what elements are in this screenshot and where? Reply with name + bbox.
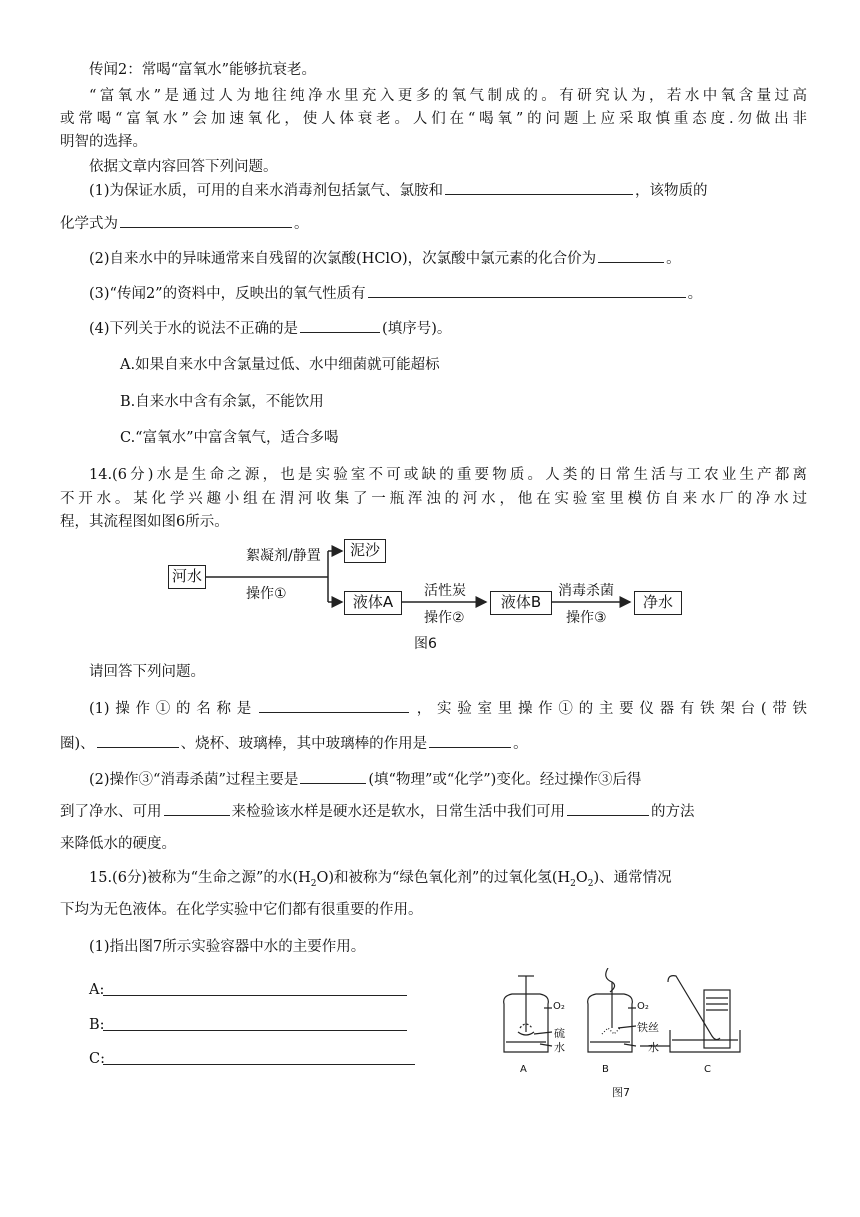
- question-text: 。: [513, 736, 528, 752]
- option-a: A.如果自来水中含氯量过低、水中细菌就可能超标: [120, 357, 440, 373]
- answer-row-a: [89, 980, 419, 1000]
- flow-label-disinfection: 消毒杀菌: [558, 583, 614, 599]
- question-text: 来检验该水样是硬水还是软水，日常生活中我们可用: [231, 804, 565, 820]
- question-text: (3)“传闻2”的资料中，反映出的氧气性质有: [89, 286, 366, 302]
- answer-line[interactable]: [103, 995, 407, 996]
- instruction: 依据文章内容回答下列问题。: [89, 159, 278, 175]
- question-text: 。: [687, 286, 703, 302]
- question-text: 的方法: [651, 804, 695, 820]
- question-text: (4)下列关于水的说法不正确的是: [89, 321, 299, 337]
- answer-blank[interactable]: [598, 248, 664, 263]
- jar-a-icon: [504, 976, 552, 1052]
- question-text: 。: [666, 251, 681, 267]
- question-1-line-1: [89, 180, 708, 201]
- flow-label-operation-1: 操作①: [246, 586, 287, 602]
- answer-blank[interactable]: [445, 180, 633, 195]
- answer-line[interactable]: [103, 1030, 407, 1031]
- paragraph-line: 或常喝“富氧水”会加速氧化，使人体衰老。人们在“喝氧”的问题上应采取慎重态度.勿做出非: [60, 111, 807, 127]
- question-14-2-line-1: [89, 769, 641, 790]
- stem-text: O)和被称为“绿色氧化剂”的过氧化氢(H: [316, 870, 571, 886]
- question-15-stem: 下均为无色液体。在化学实验中它们都有很重要的作用。: [60, 902, 423, 918]
- stem-text: )、通常情况: [593, 870, 672, 886]
- figure-6-flowchart: [162, 537, 702, 657]
- flow-label-operation-3: 操作③: [566, 610, 607, 626]
- question-text: ，实验室里操作①的主要仪器有铁架台(带铁: [410, 701, 807, 717]
- answer-blank[interactable]: [300, 318, 380, 333]
- question-text: ，该物质的: [635, 183, 708, 199]
- flow-label-flocculant: 絮凝剂/静置: [246, 548, 321, 564]
- question-3: [89, 283, 702, 304]
- flow-box-sediment: 泥沙: [344, 539, 386, 563]
- paragraph-line: 明智的选择。: [60, 134, 147, 150]
- question-text: (1)操作①的名称是: [89, 701, 257, 717]
- question-text: 。: [294, 216, 309, 232]
- flow-box-liquid-a: 液体A: [344, 591, 402, 615]
- figure-6-caption: 图6: [414, 636, 437, 652]
- subscript: 2: [570, 878, 576, 889]
- option-b: B.自来水中含有余氯，不能饮用: [120, 394, 324, 410]
- answer-blank[interactable]: [97, 733, 179, 748]
- answer-blank[interactable]: [259, 698, 409, 713]
- caption-c: C: [704, 1064, 711, 1075]
- answer-row-b: [89, 1015, 419, 1035]
- question-14-1-line-1: [89, 698, 807, 719]
- flow-box-river-water: 河水: [168, 565, 206, 589]
- rumor-2-heading: 传闻2：常喝“富氧水”能够抗衰老。: [89, 62, 317, 78]
- question-text: (2)操作③“消毒杀菌”过程主要是: [89, 772, 299, 788]
- question-text: (2)自来水中的异味通常来自残留的次氯酸(HClO)，次氯酸中氯元素的化合价为: [89, 251, 597, 267]
- paragraph-line: “富氧水”是通过人为地往纯净水里充入更多的氧气制成的。有研究认为，若水中氧含量过高: [89, 88, 807, 104]
- question-text: 圈)、: [60, 736, 95, 752]
- question-text: 化学式为: [60, 216, 118, 232]
- flow-label-activated-carbon: 活性炭: [424, 583, 466, 599]
- flow-label-operation-2: 操作②: [424, 610, 465, 626]
- label-a-water: 水: [554, 1041, 565, 1054]
- question-text: (1)为保证水质，可用的自来水消毒剂包括氯气、氯胺和: [89, 183, 444, 199]
- subscript: 2: [587, 878, 594, 889]
- answer-blank[interactable]: [120, 213, 292, 228]
- jar-b-icon: [588, 968, 636, 1052]
- answer-blank[interactable]: [300, 769, 366, 784]
- answer-blank[interactable]: [164, 801, 230, 816]
- answer-blank[interactable]: [429, 733, 511, 748]
- question-1-line-2: [60, 213, 309, 234]
- figure-7-apparatus: [490, 968, 750, 1100]
- instruction: 请回答下列问题。: [89, 664, 205, 680]
- subscript: 2: [310, 878, 317, 889]
- question-14-1-line-2: [60, 733, 528, 754]
- question-14-2-line-3: 来降低水的硬度。: [60, 836, 176, 852]
- question-text: (填“物理”或“化学”)变化。经过操作③后得: [368, 772, 642, 788]
- question-14-stem: 不开水。某化学兴趣小组在渭河收集了一瓶浑浊的河水，他在实验室里模仿自来水厂的净水过: [60, 491, 807, 507]
- question-15-stem: [89, 868, 672, 894]
- answer-label: C:: [89, 1051, 105, 1067]
- question-14-stem: 程，其流程图如图6所示。: [60, 514, 229, 530]
- flow-box-liquid-b: 液体B: [490, 591, 552, 615]
- option-c: C.“富氧水”中富含氧气，适合多喝: [120, 430, 339, 446]
- question-14-2-line-2: [60, 801, 695, 822]
- question-text: (填序号)。: [382, 321, 452, 337]
- stem-text: 15.(6分)被称为“生命之源”的水(H: [89, 870, 311, 886]
- label-b-iron-wire: 铁丝: [637, 1021, 659, 1034]
- question-4: [89, 318, 451, 339]
- question-2: [89, 248, 681, 269]
- caption-a: A: [520, 1064, 527, 1075]
- figure-7-caption: 图7: [612, 1086, 630, 1099]
- question-14-stem: 14.(6分)水是生命之源，也是实验室不可或缺的重要物质。人类的日常生活与工农业生产都离: [89, 467, 807, 483]
- label-b-water: 水: [648, 1041, 659, 1054]
- label-a-o2: O₂: [553, 1001, 565, 1012]
- stem-text: O: [575, 870, 588, 886]
- answer-blank[interactable]: [567, 801, 649, 816]
- caption-b: B: [602, 1064, 609, 1075]
- flow-box-clean-water: 净水: [634, 591, 682, 615]
- answer-label: A:: [89, 982, 105, 998]
- answer-line[interactable]: [103, 1064, 415, 1065]
- label-b-o2: O₂: [637, 1001, 649, 1012]
- answer-blank[interactable]: [368, 283, 686, 298]
- answer-label: B:: [89, 1017, 105, 1033]
- question-15-1: (1)指出图7所示实验容器中水的主要作用。: [89, 939, 366, 955]
- answer-row-c: [89, 1049, 429, 1069]
- question-text: 、烧杯、玻璃棒，其中玻璃棒的作用是: [180, 736, 428, 752]
- figure-7-drawing: [490, 968, 750, 1100]
- label-a-sulfur: 硫: [554, 1027, 565, 1040]
- question-text: 到了净水、可用: [60, 804, 162, 820]
